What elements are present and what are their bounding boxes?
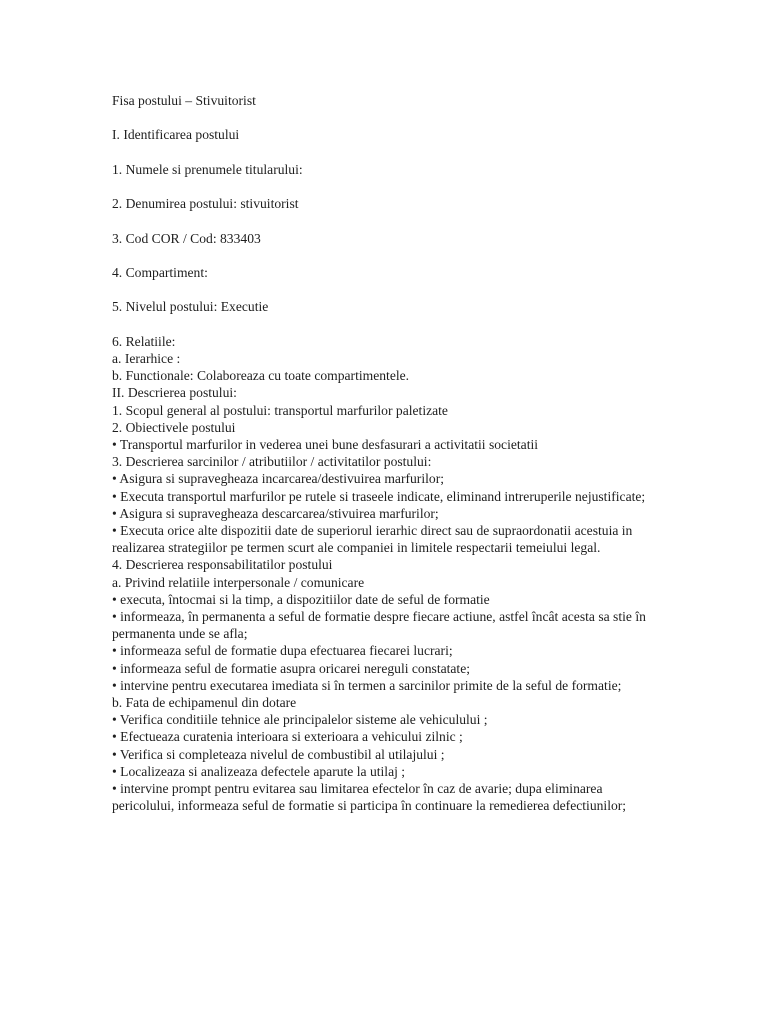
bullet-item: • intervine pentru executarea imediata si în termen a sarcinilor primite de la seful de formatie; xyxy=(112,677,622,693)
paragraph: a. Privind relatiile interpersonale / comunicare xyxy=(112,574,365,590)
paragraph: 3. Cod COR / Cod: 833403 xyxy=(112,230,261,246)
paragraph: 5. Nivelul postului: Executie xyxy=(112,299,269,315)
paragraph: 2. Denumirea postului: stivuitorist xyxy=(112,196,299,212)
document-title: Fisa postului – Stivuitorist xyxy=(112,93,256,108)
bullet-item: • Asigura si supravegheaza incarcarea/destivuirea marfurilor; xyxy=(112,471,444,487)
paragraph: 6. Relatiile: xyxy=(112,333,176,349)
paragraph: 1. Numele si prenumele titularului: xyxy=(112,161,303,177)
bullet-item: • informeaza, în permanenta a seful de formatie despre fiecare actiune, astfel încât acesta sa stie în permanenta unde se afla; xyxy=(112,608,646,642)
bullet-item: • Executa orice alte dispozitii date de superiorul ierarhic direct sau de supraordonatii acestuia in realizarea strategiilor pe termen scurt ale companiei in limitele respectarii temeiului legal. xyxy=(112,522,633,556)
section-heading: II. Descrierea postului: xyxy=(112,385,237,401)
paragraph: b. Functionale: Colaboreaza cu toate compartimentele. xyxy=(112,368,410,384)
paragraph: b. Fata de echipamenul din dotare xyxy=(112,695,297,710)
paragraph: 2. Obiectivele postului xyxy=(112,419,236,435)
document-body xyxy=(112,92,652,814)
paragraph: a. Ierarhice : xyxy=(112,350,181,366)
paragraph: 3. Descrierea sarcinilor / atributiilor / activitatilor postului: xyxy=(112,454,432,470)
bullet-item: • Verifica si completeaza nivelul de combustibil al utilajului ; xyxy=(112,746,445,762)
bullet-item: • executa, întocmai si la timp, a dispozitiilor date de seful de formatie xyxy=(112,591,490,607)
bullet-item: • Verifica conditiile tehnice ale principalelor sisteme ale vehiculului ; xyxy=(112,712,488,728)
paragraph: 4. Descrierea responsabilitatilor postului xyxy=(112,557,333,573)
bullet-item: • intervine prompt pentru evitarea sau limitarea efectelor în caz de avarie; dupa eliminarea pericolului, informeaza seful de formatie si participa în continuare la remedierea defectiunilor; xyxy=(112,781,627,814)
bullet-item: • Transportul marfurilor in vederea unei bune desfasurari a activitatii societatii xyxy=(112,436,539,452)
bullet-item: • Efectueaza curatenia interioara si exterioara a vehicului zilnic ; xyxy=(112,729,463,745)
bullet-item: • Localizeaza si analizeaza defectele aparute la utilaj ; xyxy=(112,763,406,779)
bullet-item: • Executa transportul marfurilor pe rutele si traseele indicate, eliminand intreruperile nejustificate; xyxy=(112,488,646,504)
section-heading: I. Identificarea postului xyxy=(112,127,240,143)
bullet-item: • Asigura si supravegheaza descarcarea/stivuirea marfurilor; xyxy=(112,505,439,521)
paragraph: 1. Scopul general al postului: transportul marfurilor paletizate xyxy=(112,402,448,418)
bullet-item: • informeaza seful de formatie dupa efectuarea fiecarei lucrari; xyxy=(112,643,453,659)
bullet-item: • informeaza seful de formatie asupra oricarei nereguli constatate; xyxy=(112,660,471,676)
paragraph: 4. Compartiment: xyxy=(112,264,208,280)
